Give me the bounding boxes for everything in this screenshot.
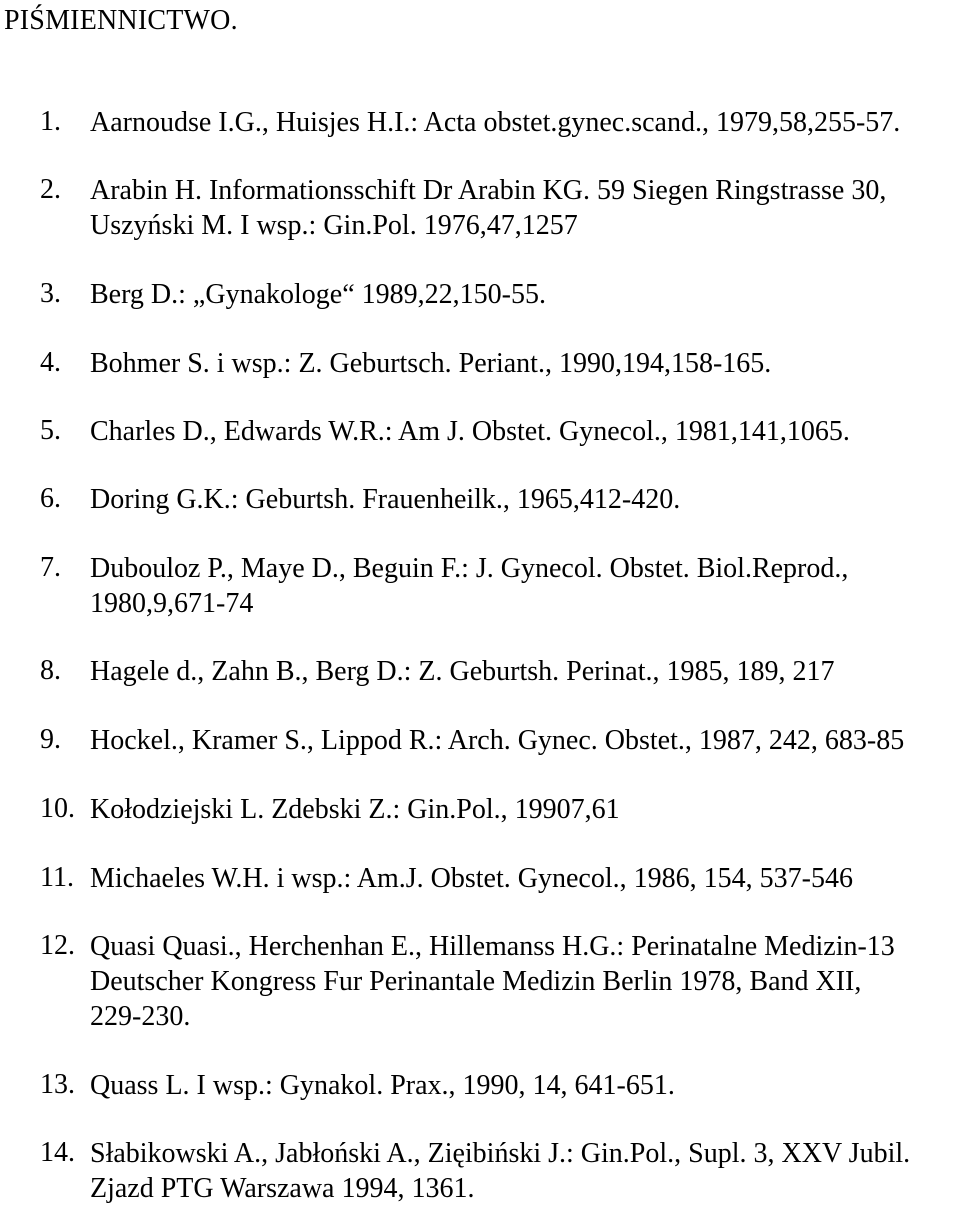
reference-text: Doring G.K.: Geburtsh. Frauenheilk., 1965,412-420. [90, 484, 681, 515]
reference-number: 1. [40, 106, 61, 137]
reference-number: 5. [40, 415, 61, 446]
reference-text: Aarnoudse I.G., Huisjes H.I.: Acta obstet.gynec.scand., 1979,58,255-57. [90, 107, 901, 138]
reference-text: Quasi Quasi., Herchenhan E., Hillemanss H.G.: Perinatalne Medizin-13 Deutscher Kongress Fur Perinantale Medizin Berlin 1978, Band XII, 229-230. [90, 931, 895, 1032]
reference-number: 4. [40, 347, 61, 378]
reference-text: Berg D.: „Gynakologe“ 1989,22,150-55. [90, 279, 546, 310]
reference-number: 12. [40, 930, 75, 961]
reference-number: 8. [40, 655, 61, 686]
reference-number: 6. [40, 483, 61, 514]
reference-number: 10. [40, 793, 75, 824]
reference-text: Dubouloz P., Maye D., Beguin F.: J. Gynecol. Obstet. Biol.Reprod., 1980,9,671-74 [90, 553, 849, 619]
reference-text: Słabikowski A., Jabłoński A., Zięibiński J.: Gin.Pol., Supl. 3, XXV Jubil. Zjazd PTG Warszawa 1994, 1361. [90, 1138, 911, 1204]
reference-number: 7. [40, 552, 61, 583]
reference-text: Charles D., Edwards W.R.: Am J. Obstet. Gynecol., 1981,141,1065. [90, 416, 850, 447]
reference-text: Michaeles W.H. i wsp.: Am.J. Obstet. Gynecol., 1986, 154, 537-546 [90, 863, 853, 894]
reference-text: Kołodziejski L. Zdebski Z.: Gin.Pol., 19907,61 [90, 794, 620, 825]
reference-number: 11. [40, 862, 74, 893]
reference-text: Bohmer S. i wsp.: Z. Geburtsch. Periant., 1990,194,158-165. [90, 348, 772, 379]
reference-number: 14. [40, 1137, 75, 1168]
reference-number: 3. [40, 278, 61, 309]
page-title: PIŚMIENNICTWO. [4, 5, 238, 36]
reference-text: Quass L. I wsp.: Gynakol. Prax., 1990, 14, 641-651. [90, 1070, 675, 1101]
reference-text: Hagele d., Zahn B., Berg D.: Z. Geburtsh. Perinat., 1985, 189, 217 [90, 656, 835, 687]
reference-text: Hockel., Kramer S., Lippod R.: Arch. Gynec. Obstet., 1987, 242, 683-85 [90, 725, 905, 756]
reference-text: Arabin H. Informationsschift Dr Arabin KG. 59 Siegen Ringstrasse 30, Uszyński M. I wsp.: Gin.Pol. 1976,47,1257 [90, 175, 887, 241]
reference-number: 13. [40, 1069, 75, 1100]
reference-number: 2. [40, 174, 61, 205]
reference-number: 9. [40, 724, 61, 755]
